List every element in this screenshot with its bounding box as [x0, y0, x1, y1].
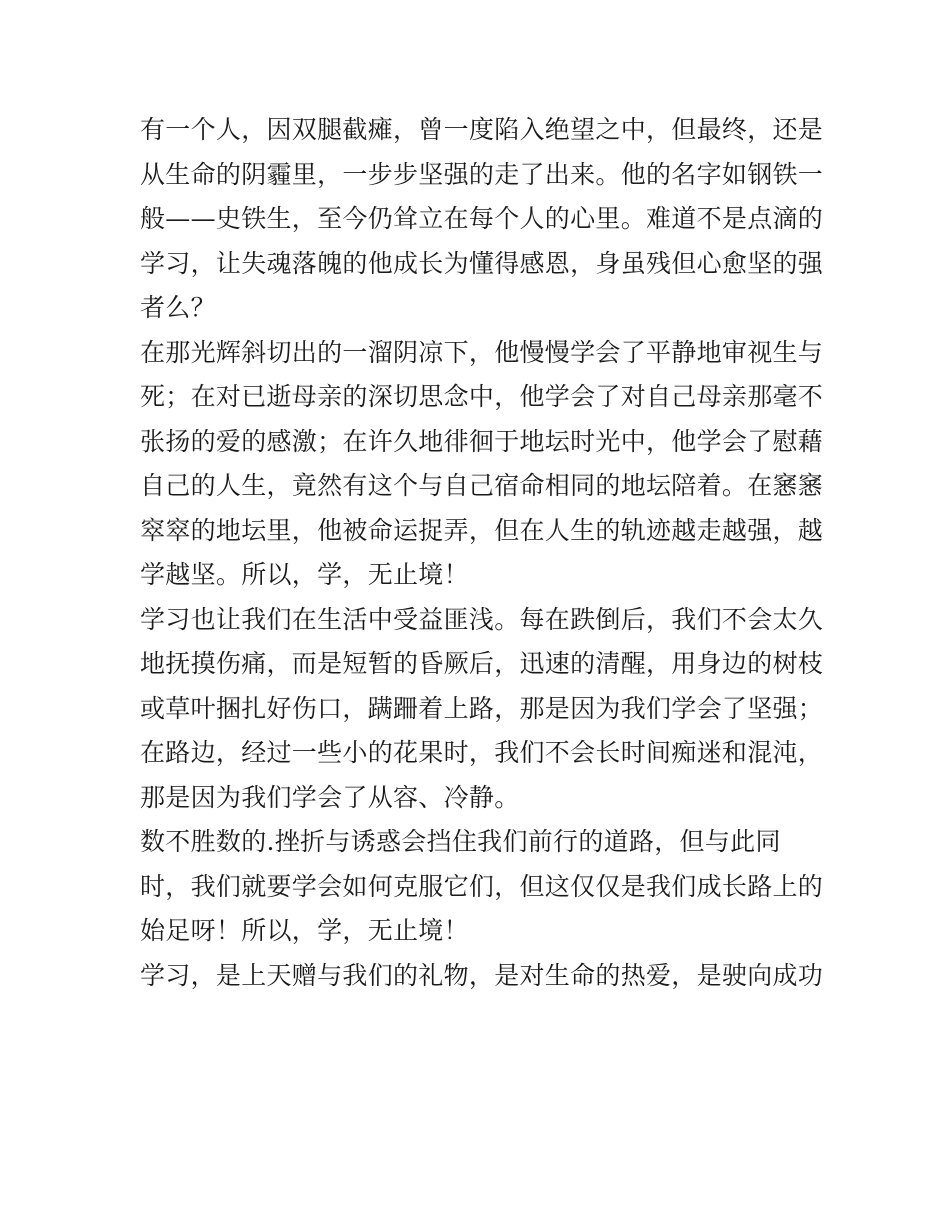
- text-line: 者么？: [140, 293, 216, 322]
- text-line: 学习，是上天赠与我们的礼物，是对生命的热爱，是驶向成功: [140, 960, 824, 990]
- text-line: 死；在对已逝母亲的深切思念中，他学会了对自己母亲那毫不: [140, 382, 824, 411]
- text-line: 学越坚。所以，学，无止境！: [140, 560, 469, 589]
- text-line: 有一个人，因双腿截瘫，曾一度陷入绝望之中，但最终，还是: [140, 115, 824, 144]
- text-line: 般——史铁生，至今仍耸立在每个人的心里。难道不是点滴的: [140, 204, 824, 233]
- text-line: 从生命的阴霾里，一步步坚强的走了出来。他的名字如钢铁一: [140, 159, 824, 189]
- text-line: 在那光辉斜切出的一溜阴凉下，他慢慢学会了平静地审视生与: [140, 337, 824, 367]
- text-line: 时，我们就要学会如何克服它们，但这仅仅是我们成长路上的: [140, 871, 824, 901]
- text-line: 学习也让我们在生活中受益匪浅。每在跌倒后，我们不会太久: [140, 604, 824, 634]
- text-line: 在路边，经过一些小的花果时，我们不会长时间痴迷和混沌，: [140, 738, 824, 767]
- text-line: 地抚摸伤痛，而是短暂的昏厥后，迅速的清醒，用身边的树枝: [140, 649, 824, 678]
- text-line: 数不胜数的.挫折与诱惑会挡住我们前行的道路，但与此同: [140, 827, 781, 856]
- essay-text: [140, 108, 824, 998]
- text-line: 张扬的爱的感激；在许久地徘徊于地坛时光中，他学会了慰藉: [140, 426, 824, 456]
- text-line: 窣窣的地坛里，他被命运捉弄，但在人生的轨迹越走越强，越: [140, 515, 824, 545]
- text-line: 或草叶捆扎好伤口，蹒跚着上路，那是因为我们学会了坚强；: [140, 693, 824, 723]
- text-line: 学习，让失魂落魄的他成长为懂得感恩，身虽残但心愈坚的强: [140, 248, 824, 278]
- text-line: 那是因为我们学会了从容、冷静。: [140, 782, 520, 812]
- text-line: 始足呀！所以，学，无止境！: [140, 916, 469, 945]
- text-line: 自己的人生，竟然有这个与自己宿命相同的地坛陪着。在窸窸: [140, 471, 824, 500]
